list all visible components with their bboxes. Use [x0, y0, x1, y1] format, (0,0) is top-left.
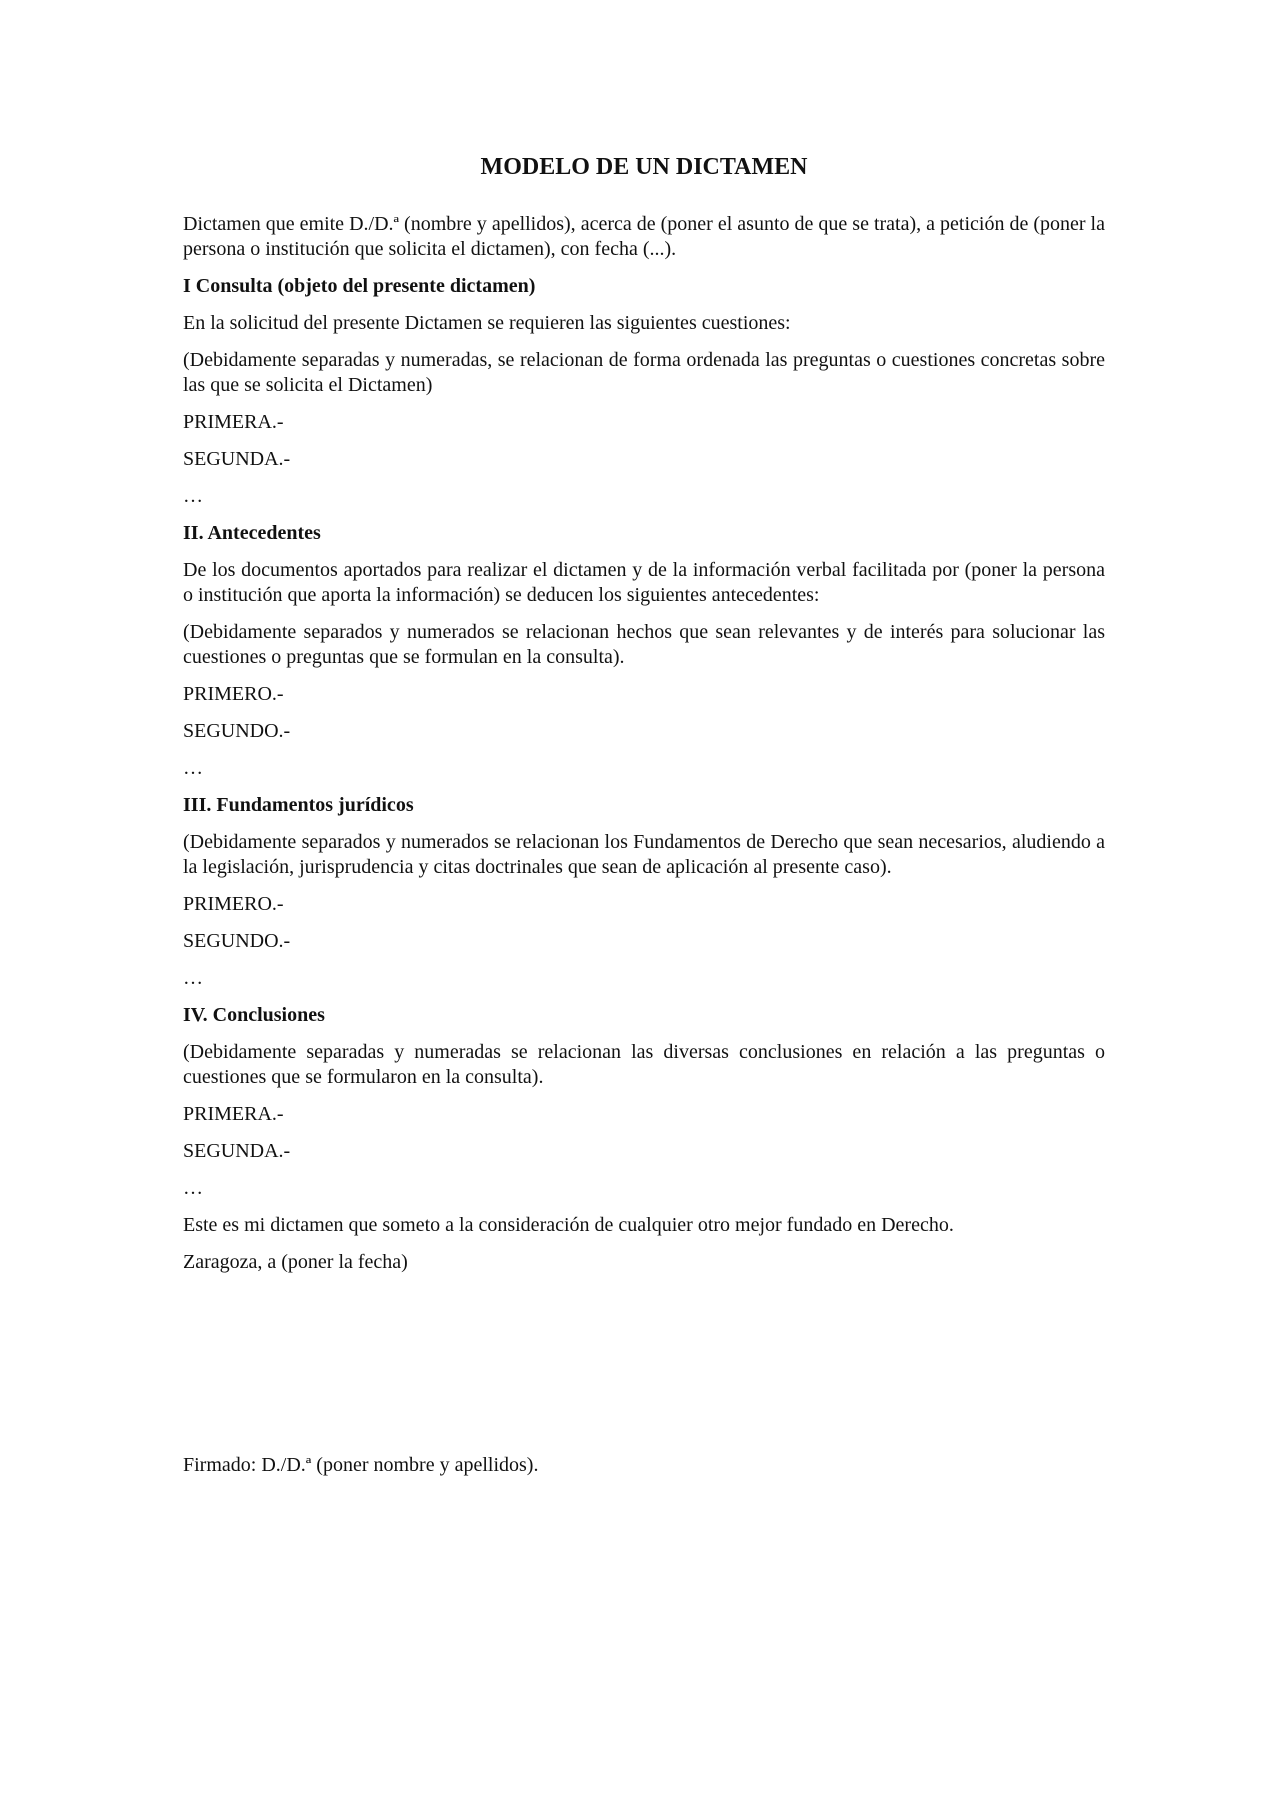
- list-item: PRIMERO.-: [183, 683, 284, 705]
- ellipsis: …: [183, 757, 203, 779]
- list-item: SEGUNDA.-: [183, 448, 291, 470]
- section-paragraph: (Debidamente separadas y numeradas, se relacionan de forma ordenada las preguntas o cuestiones concretas sobre las que se solicita el Dictamen): [183, 349, 1105, 396]
- ellipsis: …: [183, 967, 203, 989]
- section-heading: III. Fundamentos jurídicos: [183, 794, 414, 816]
- list-item: PRIMERO.-: [183, 893, 284, 915]
- list-item: SEGUNDO.-: [183, 720, 291, 742]
- section-heading: IV. Conclusiones: [183, 1004, 325, 1026]
- document-body: [183, 152, 1105, 1490]
- section-antecedentes: [183, 521, 1105, 781]
- section-paragraph: En la solicitud del presente Dictamen se requieren las siguientes cuestiones:: [183, 312, 791, 334]
- place-date: Zaragoza, a (poner la fecha): [183, 1251, 408, 1273]
- section-heading: I Consulta (objeto del presente dictamen): [183, 275, 536, 297]
- section-paragraph: De los documentos aportados para realizar el dictamen y de la información verbal facilitada por (poner la persona o institución que aporta la información) se deducen los siguientes antecedentes:: [183, 559, 1105, 606]
- document-title: MODELO DE UN DICTAMEN: [480, 154, 808, 180]
- section-conclusiones: [183, 1003, 1105, 1201]
- section-fundamentos: [183, 793, 1105, 991]
- section-paragraph: (Debidamente separados y numerados se relacionan los Fundamentos de Derecho que sean necesarios, aludiendo a la legislación, jurisprudencia y citas doctrinales que sean de aplicación al presente caso).: [183, 831, 1105, 878]
- intro-paragraph: Dictamen que emite D./D.ª (nombre y apellidos), acerca de (poner el asunto de que se trata), a petición de (poner la persona o institución que solicita el dictamen), con fecha (...).: [183, 213, 1105, 260]
- list-item: SEGUNDA.-: [183, 1140, 291, 1162]
- ellipsis: …: [183, 485, 203, 507]
- ellipsis: …: [183, 1177, 203, 1199]
- list-item: PRIMERA.-: [183, 1103, 284, 1125]
- list-item: PRIMERA.-: [183, 411, 284, 433]
- signature-space: [183, 1287, 1105, 1453]
- signature-line: Firmado: D./D.ª (poner nombre y apellidos).: [183, 1454, 539, 1476]
- section-heading: II. Antecedentes: [183, 522, 321, 544]
- section-consulta: [183, 274, 1105, 509]
- section-paragraph: (Debidamente separados y numerados se relacionan hechos que sean relevantes y de interés para solucionar las cuestiones o preguntas que se formulan en la consulta).: [183, 621, 1105, 668]
- section-paragraph: (Debidamente separadas y numeradas se relacionan las diversas conclusiones en relación a las preguntas o cuestiones que se formularon en la consulta).: [183, 1041, 1105, 1088]
- list-item: SEGUNDO.-: [183, 930, 291, 952]
- closing-statement: Este es mi dictamen que someto a la consideración de cualquier otro mejor fundado en Derecho.: [183, 1214, 954, 1236]
